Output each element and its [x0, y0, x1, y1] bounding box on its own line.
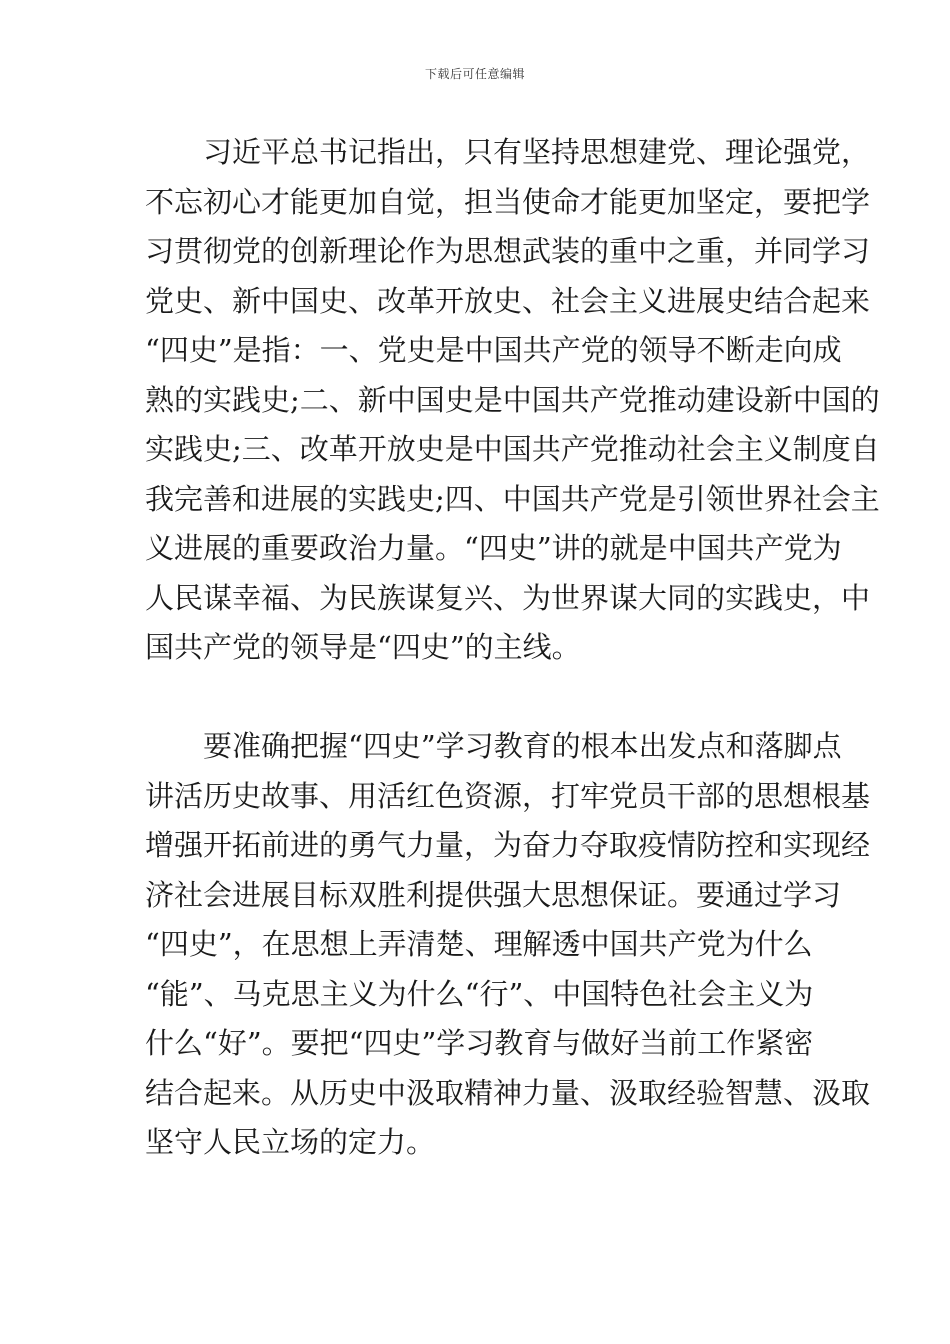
paragraph-line: 习近平总书记指出，只有坚持思想建党、理论强党， — [145, 135, 871, 169]
paragraph-line: 坚守人民立场的定力。 — [145, 1125, 436, 1159]
paragraph-line: 什么“好”。要把“四史”学习教育与做好当前工作紧密 — [145, 1026, 814, 1060]
paragraph-line: 义进展的重要政治力量。“四史”讲的就是中国共产党为 — [145, 531, 842, 565]
paragraph-line: 国共产党的领导是“四史”的主线。 — [145, 630, 581, 664]
paragraph-2 — [145, 722, 871, 1168]
paragraph-line: 习贯彻党的创新理论作为思想武装的重中之重，并同学习 — [145, 234, 871, 268]
paragraph-line: 党史、新中国史、改革开放史、社会主义进展史结合起来 — [145, 283, 871, 318]
paragraph-line: “能”、马克思主义为什么“行”、中国特色社会主义为 — [145, 976, 814, 1011]
paragraph-line: 熟的实践史;二、新中国史是中国共产党推动建设新中国的 — [145, 382, 880, 417]
paragraph-line: 我完善和进展的实践史;四、中国共产党是引领世界社会主 — [145, 481, 880, 516]
paragraph-line: 济社会进展目标双胜利提供强大思想保证。要通过学习 — [145, 877, 842, 912]
paragraph-line: 要准确把握“四史”学习教育的根本出发点和落脚点 — [145, 729, 842, 763]
paragraph-line: “四史”，在思想上弄清楚、理解透中国共产党为什么 — [145, 927, 813, 961]
paragraph-line: 增强开拓前进的勇气力量，为奋力夺取疫情防控和实现经 — [145, 828, 871, 862]
paragraph-line: 讲活历史故事、用活红色资源，打牢党员干部的思想根基 — [145, 778, 871, 813]
paragraph-line: 不忘初心才能更加自觉，担当使命才能更加坚定，要把学 — [145, 184, 871, 219]
paragraph-line: 实践史;三、改革开放史是中国共产党推动社会主义制度自 — [145, 432, 880, 466]
paragraph-line: 结合起来。从历史中汲取精神力量、汲取经验智慧、汲取 — [145, 1075, 871, 1110]
header-note: 下载后可任意编辑 — [424, 67, 525, 81]
paragraph-line: “四史”是指：一、党史是中国共产党的领导不断走向成 — [145, 333, 842, 367]
paragraph-line: 人民谋幸福、为民族谋复兴、为世界谋大同的实践史，中 — [145, 580, 871, 615]
paragraph-1 — [145, 128, 880, 673]
